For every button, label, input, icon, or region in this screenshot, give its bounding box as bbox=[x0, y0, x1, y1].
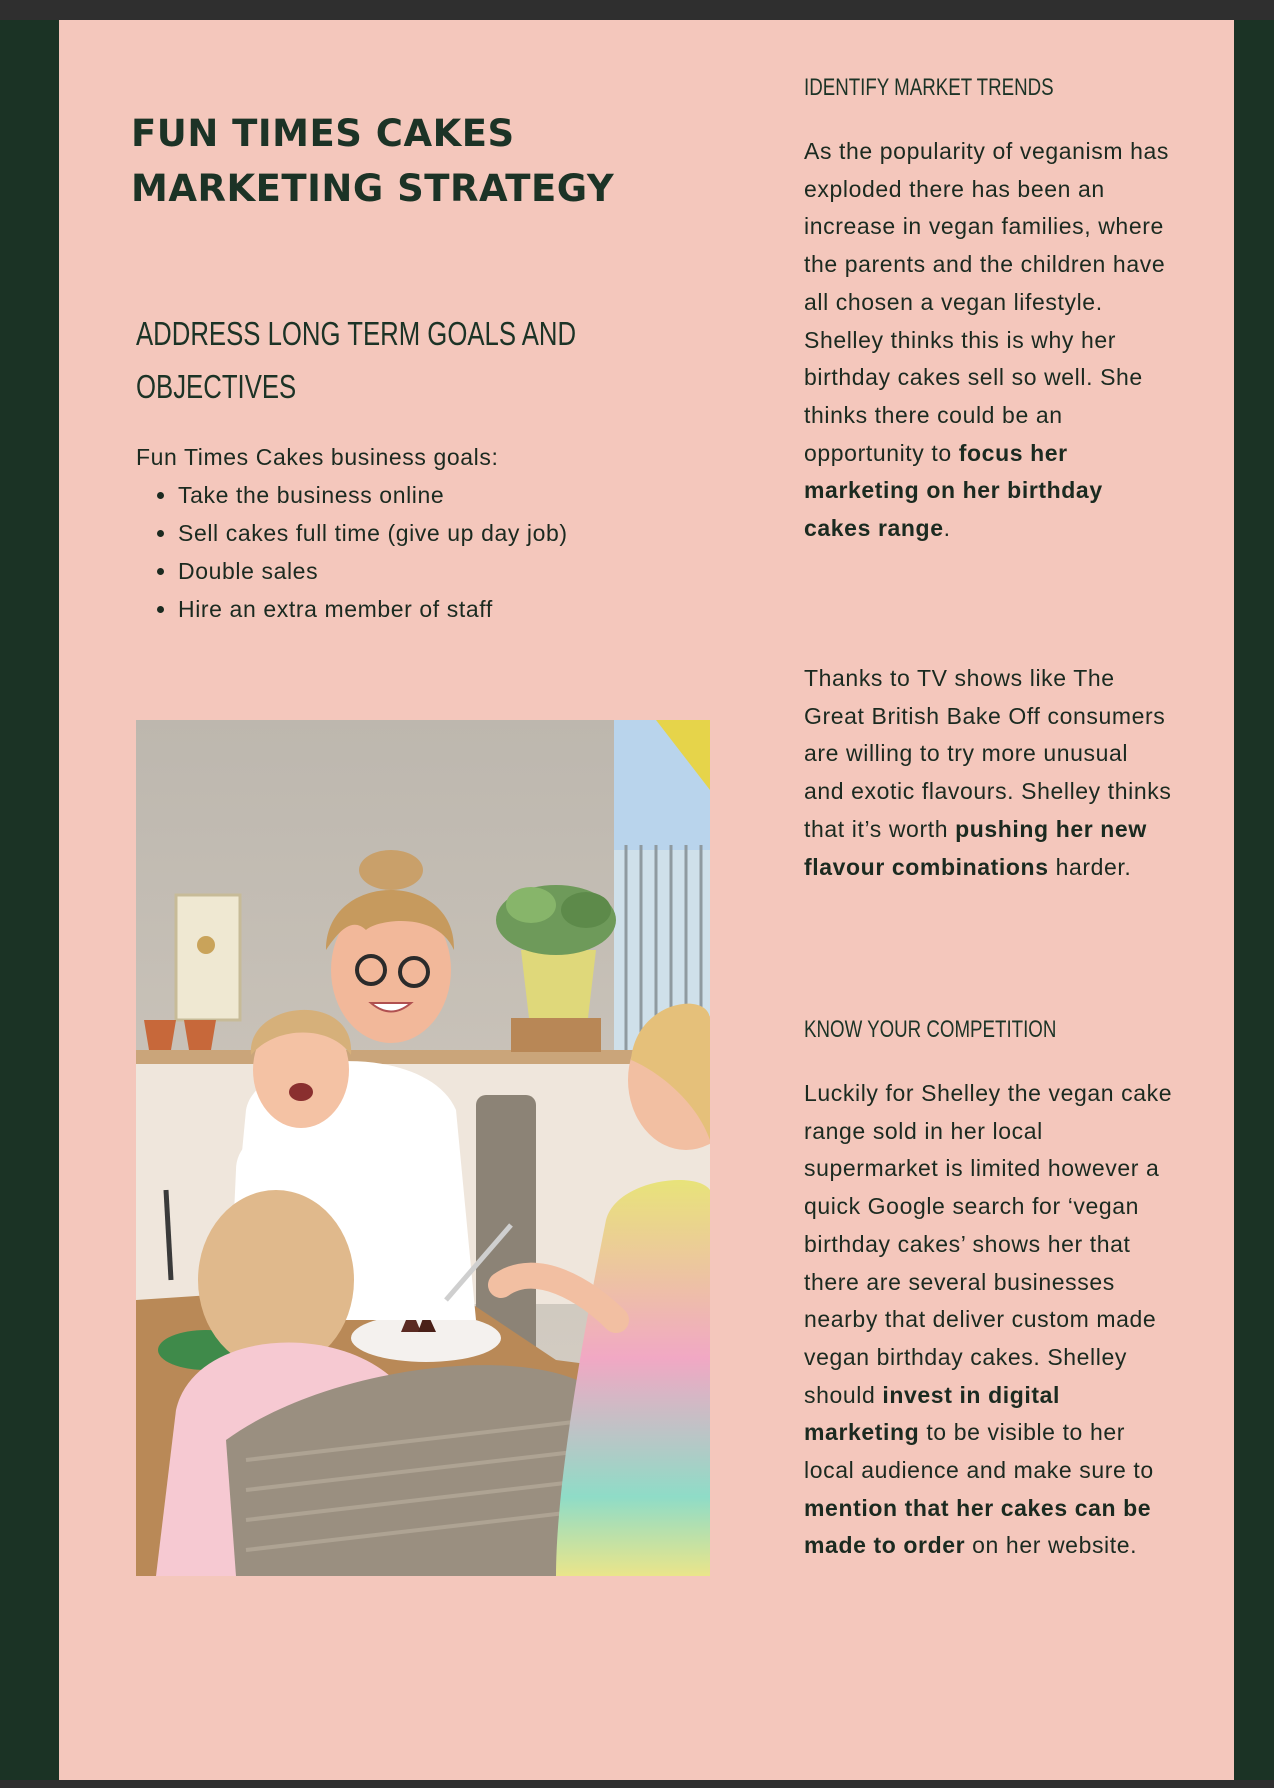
competition-emphasis-1: invest in digital marketing bbox=[804, 1381, 1060, 1446]
trends-p2-text: Thanks to TV shows like The Great British Bake Off consumers are willing to try more unusual and exotic flavours. Shelley thinks that it’s worth bbox=[804, 665, 1172, 842]
goals-heading bbox=[136, 307, 576, 413]
goal-item: • Sell cakes full time (give up day job) bbox=[178, 514, 568, 552]
goals-heading-line-2: OBJECTIVES bbox=[136, 368, 297, 405]
goal-item: • Hire an extra member of staff bbox=[178, 590, 568, 628]
trends-paragraph-2 bbox=[804, 660, 1174, 886]
competition-text-3: on her website. bbox=[965, 1532, 1138, 1559]
trends-p1-text: As the popularity of veganism has exploded there has been an increase in vegan families, where the parents and the children have all chosen a vegan lifestyle. Shelley thinks this is why her birthday cakes sell so well. She thinks there could be an opportunity to bbox=[804, 138, 1169, 466]
page-title-line-2: MARKETING STRATEGY bbox=[131, 167, 615, 210]
trends-p1-end: . bbox=[943, 515, 951, 542]
page-title bbox=[131, 106, 691, 216]
family-birthday-photo bbox=[136, 720, 710, 1576]
goals-list bbox=[136, 476, 568, 628]
competition-text-1: Luckily for Shelley the vegan cake range sold in her local supermarket is limited however a quick Google search for ‘vegan birthday cakes’ shows her that there are several businesses nearby that deliver custom made vegan birthday cakes. Shelley should bbox=[804, 1080, 1173, 1408]
trends-p1-emphasis: focus her marketing on her birthday cakes range bbox=[804, 439, 1103, 542]
page-title-line-1: FUN TIMES CAKES bbox=[131, 112, 515, 155]
competition-heading: KNOW YOUR COMPETITION bbox=[804, 1016, 1057, 1043]
goal-item: • Double sales bbox=[178, 552, 568, 590]
competition-emphasis-2: mention that her cakes can be made to order bbox=[804, 1494, 1152, 1559]
trends-paragraph-1 bbox=[804, 133, 1174, 548]
goals-intro: Fun Times Cakes business goals: bbox=[136, 444, 499, 470]
goal-item: • Take the business online bbox=[178, 476, 568, 514]
competition-paragraph bbox=[804, 1075, 1174, 1565]
viewer-bottom-bar bbox=[0, 1780, 1274, 1788]
goals-heading-line-1: ADDRESS LONG TERM GOALS AND bbox=[136, 315, 577, 352]
trends-p2-end: harder. bbox=[1048, 853, 1132, 880]
document-page bbox=[59, 20, 1234, 1780]
viewer-top-bar bbox=[0, 0, 1274, 20]
trends-heading: IDENTIFY MARKET TRENDS bbox=[804, 74, 1054, 101]
competition-text-2: to be visible to her local audience and make sure to bbox=[804, 1419, 1154, 1484]
trends-p2-emphasis: pushing her new flavour combinations bbox=[804, 815, 1147, 880]
goals-body bbox=[136, 438, 568, 628]
